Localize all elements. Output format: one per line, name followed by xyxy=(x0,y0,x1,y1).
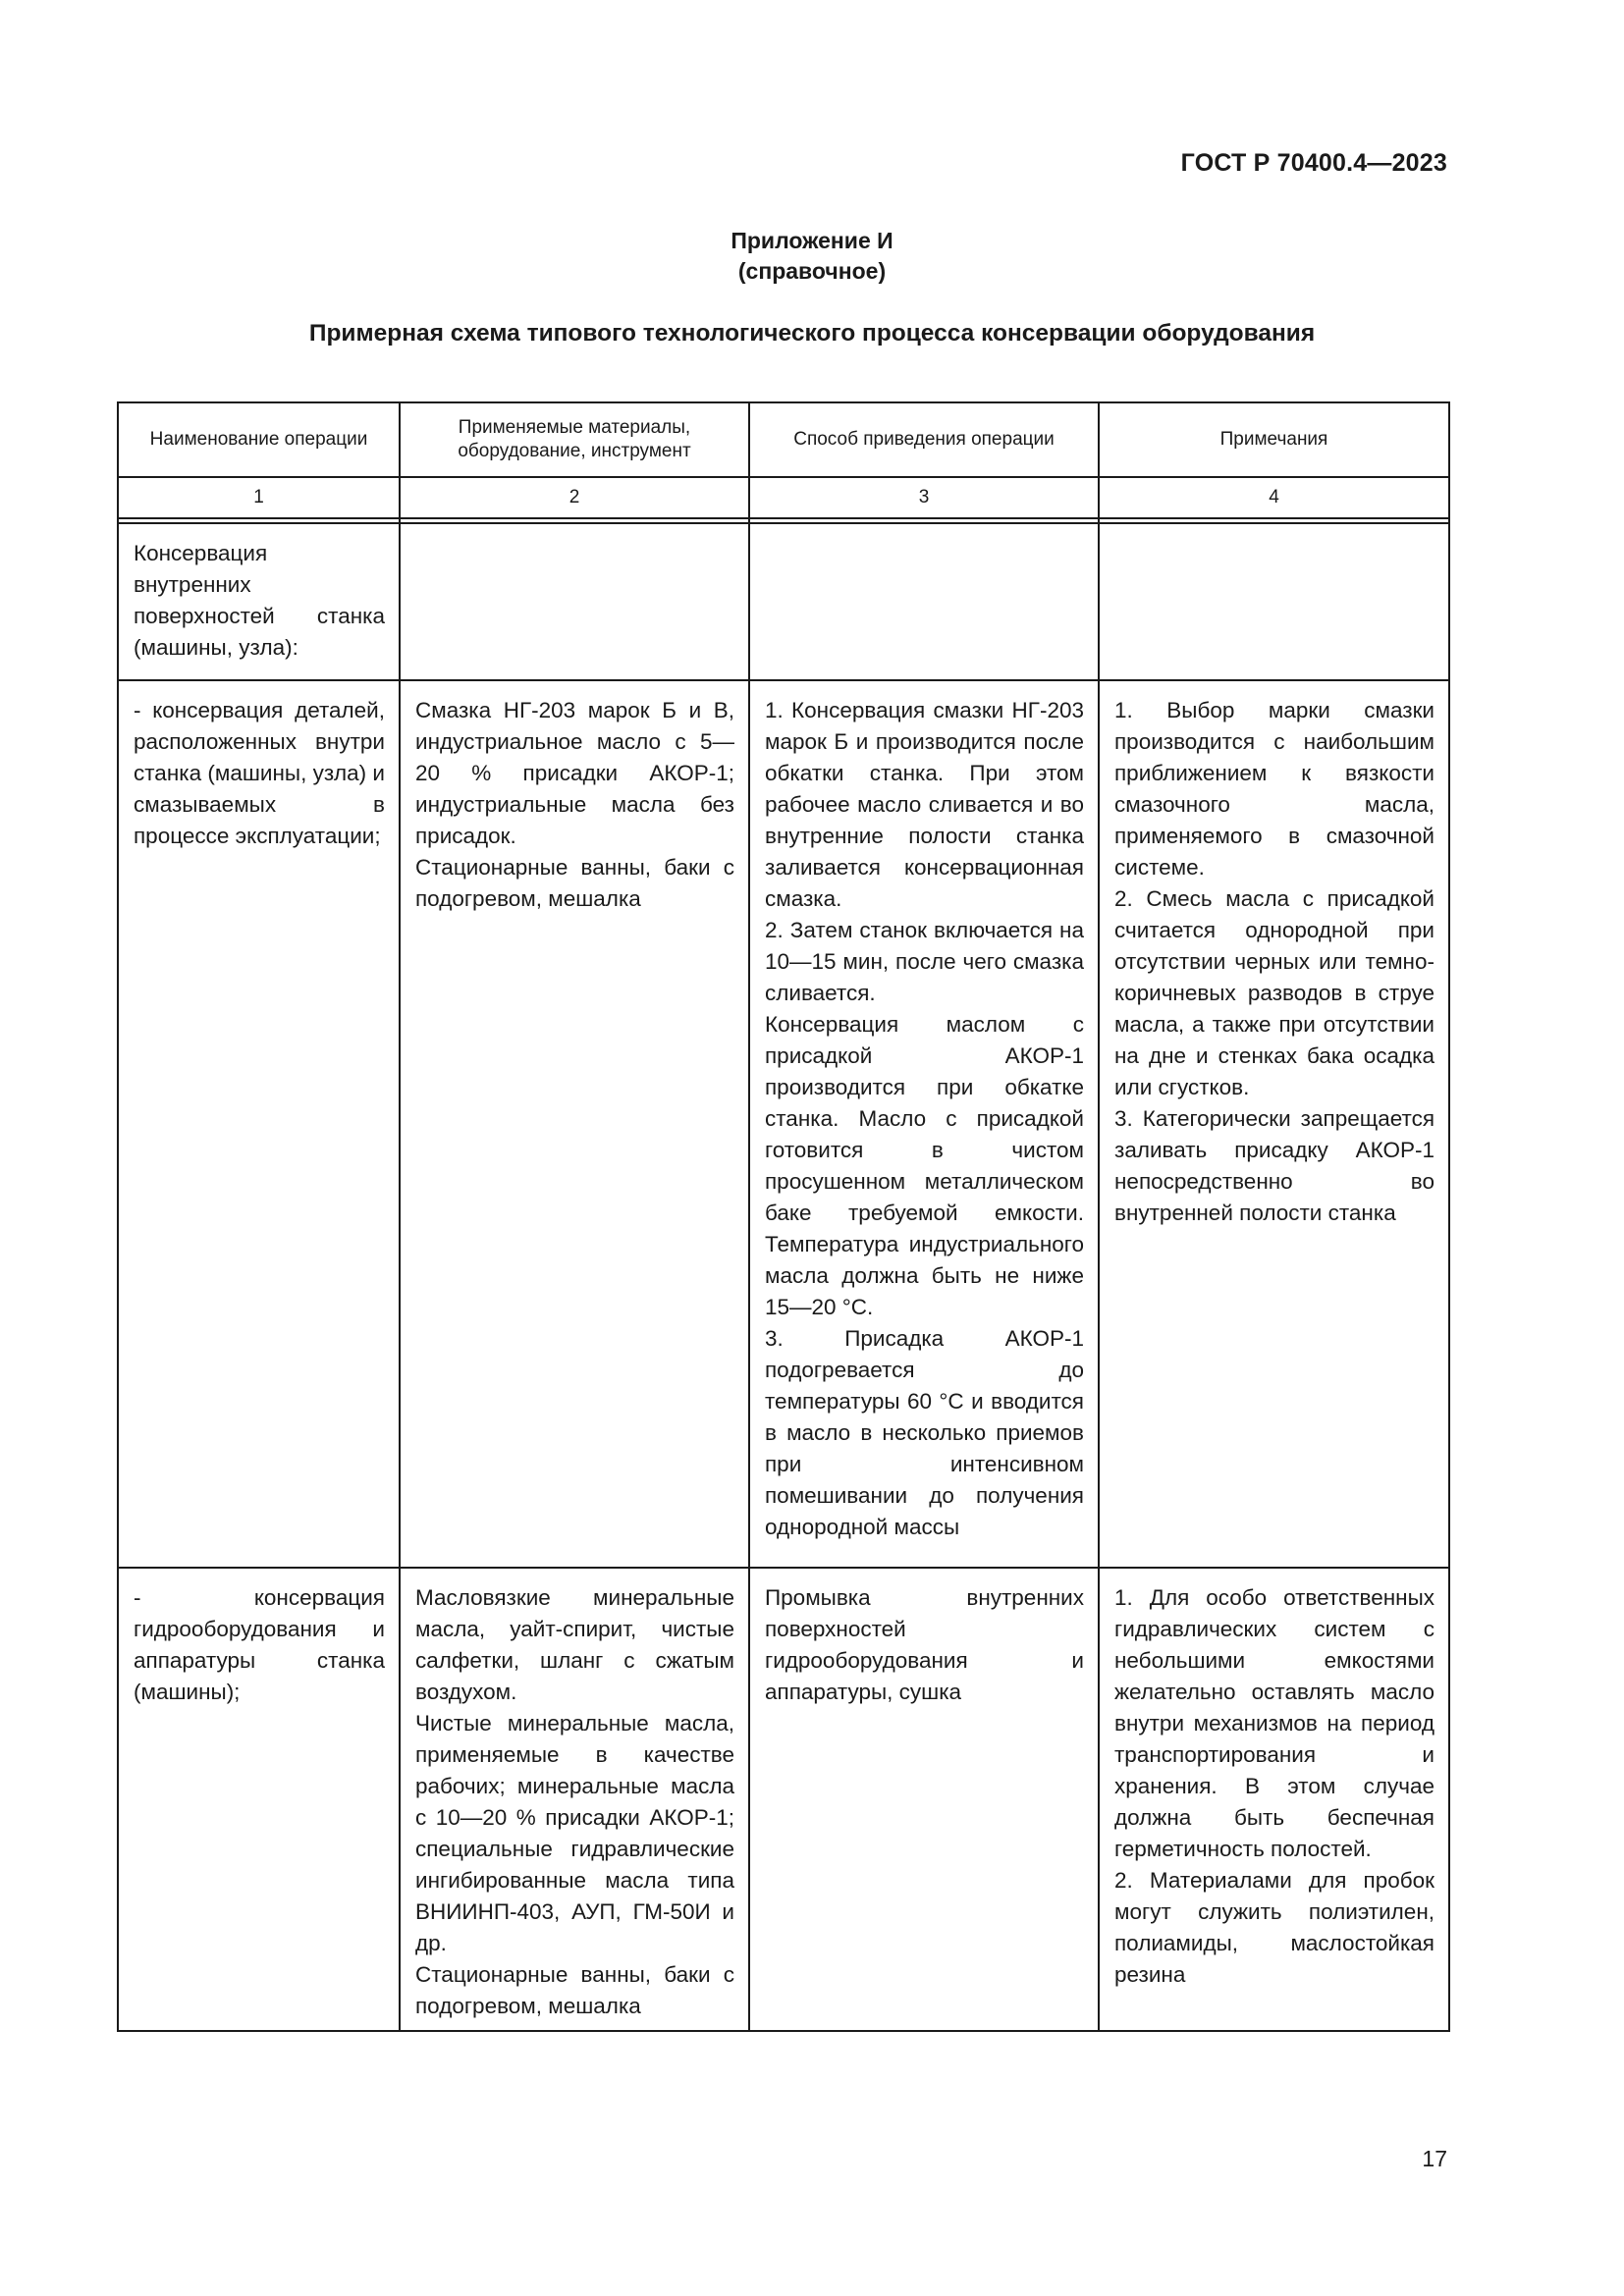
table-cell xyxy=(118,523,400,680)
table-cell xyxy=(749,523,1099,680)
table-cell xyxy=(749,680,1099,1568)
cell-paragraph: - консервация гидрооборудования и аппаратуры станка (машины); xyxy=(134,1585,385,1704)
cell-paragraph: Стационарные ванны, баки с подогревом, мешалка xyxy=(415,855,734,911)
cell-paragraph: Консервация внутренних поверхностей станка (машины, узла): xyxy=(134,541,385,660)
cell-paragraph: 2. Затем станок включается на 10—15 мин, после чего смазка сливается. xyxy=(765,918,1084,1005)
column-header: Способ приведения операции xyxy=(749,402,1099,477)
cell-paragraph: Консервация маслом с присадкой АКОР-1 производится при обкатке станка. Масло с присадкой готовится в чистом просушенном металлическом баке требуемой емкости. Температура индустриального масла должна быть не ниже 15—20 °С. xyxy=(765,1012,1084,1319)
table-cell xyxy=(400,680,749,1568)
column-header: Наименование операции xyxy=(118,402,400,477)
cell-paragraph: Промывка внутренних поверхностей гидрооборудования и аппаратуры, сушка xyxy=(765,1585,1084,1704)
column-number: 4 xyxy=(1099,477,1449,518)
table-cell xyxy=(118,1568,400,2031)
cell-paragraph: 1. Консервация смазки НГ-203 марок Б и производится после обкатки станка. При этом рабочее масло сливается и во внутренние полости станка заливается консервационная смазка. xyxy=(765,698,1084,911)
page-number: 17 xyxy=(1422,2146,1447,2171)
table-cell xyxy=(400,523,749,680)
cell-paragraph: 2. Материалами для пробок могут служить полиэтилен, полиамиды, маслостойкая резина xyxy=(1114,1868,1435,1987)
column-number: 2 xyxy=(400,477,749,518)
table-title: Примерная схема типового технологического процесса консервации оборудования xyxy=(308,320,1316,347)
table-cell xyxy=(1099,680,1449,1568)
appendix-title: Приложение И xyxy=(731,228,893,253)
column-number: 3 xyxy=(749,477,1099,518)
table-row xyxy=(118,680,1449,1568)
table-cell xyxy=(1099,1568,1449,2031)
table-cell xyxy=(749,1568,1099,2031)
appendix-subtitle: (справочное) xyxy=(737,258,887,284)
cell-paragraph: 3. Присадка АКОР-1 подогревается до температуры 60 °С и вводится в масло в несколько приемов при интенсивном помешивании до получения однородной массы xyxy=(765,1326,1084,1539)
table-header-row xyxy=(118,402,1449,477)
column-header: Применяемые материалы, оборудование, инструмент xyxy=(400,402,749,477)
appendix-heading xyxy=(0,226,1624,287)
cell-paragraph: Чистые минеральные масла, применяемые в качестве рабочих; минеральные масла с 10—20 % присадки АКОР-1; специальные гидравлические ингибированные масла типа ВНИИНП-403, АУП, ГМ-50И и др. xyxy=(415,1711,734,1955)
table-cell xyxy=(118,680,400,1568)
cell-paragraph: 1. Выбор марки смазки производится с наибольшим приближением к вязкости смазочного масла, применяемого в смазочной системе. xyxy=(1114,698,1435,880)
cell-paragraph: 2. Смесь масла с присадкой считается однородной при отсутствии черных или темно-коричневых разводов в струе масла, а также при отсутствии на дне и стенках бака осадка или сгустков. xyxy=(1114,886,1435,1099)
cell-paragraph: 1. Для особо ответственных гидравлических систем с небольшими емкостями желательно оставлять масло внутри механизмов на период транспортирования и хранения. В этом случае должна быть беспечная герметичность полостей. xyxy=(1114,1585,1435,1861)
column-number-row xyxy=(118,477,1449,518)
process-table xyxy=(117,401,1450,2032)
table-row xyxy=(118,523,1449,680)
table-cell xyxy=(1099,523,1449,680)
column-header: Примечания xyxy=(1099,402,1449,477)
document-code: ГОСТ Р 70400.4—2023 xyxy=(1180,149,1447,177)
cell-paragraph: Масловязкие минеральные масла, уайт-спирит, чистые салфетки, шланг с сжатым воздухом. xyxy=(415,1585,734,1704)
table-row xyxy=(118,1568,1449,2031)
column-number: 1 xyxy=(118,477,400,518)
cell-paragraph: 3. Категорически запрещается заливать присадку АКОР-1 непосредственно во внутренней полости станка xyxy=(1114,1106,1435,1225)
table-cell xyxy=(400,1568,749,2031)
cell-paragraph: - консервация деталей, расположенных внутри станка (машины, узла) и смазываемых в процессе эксплуатации; xyxy=(134,698,385,848)
cell-paragraph: Смазка НГ-203 марок Б и В, индустриальное масло с 5—20 % присадки АКОР-1; индустриальные масла без присадок. xyxy=(415,698,734,848)
cell-paragraph: Стационарные ванны, баки с подогревом, мешалка xyxy=(415,1962,734,2018)
